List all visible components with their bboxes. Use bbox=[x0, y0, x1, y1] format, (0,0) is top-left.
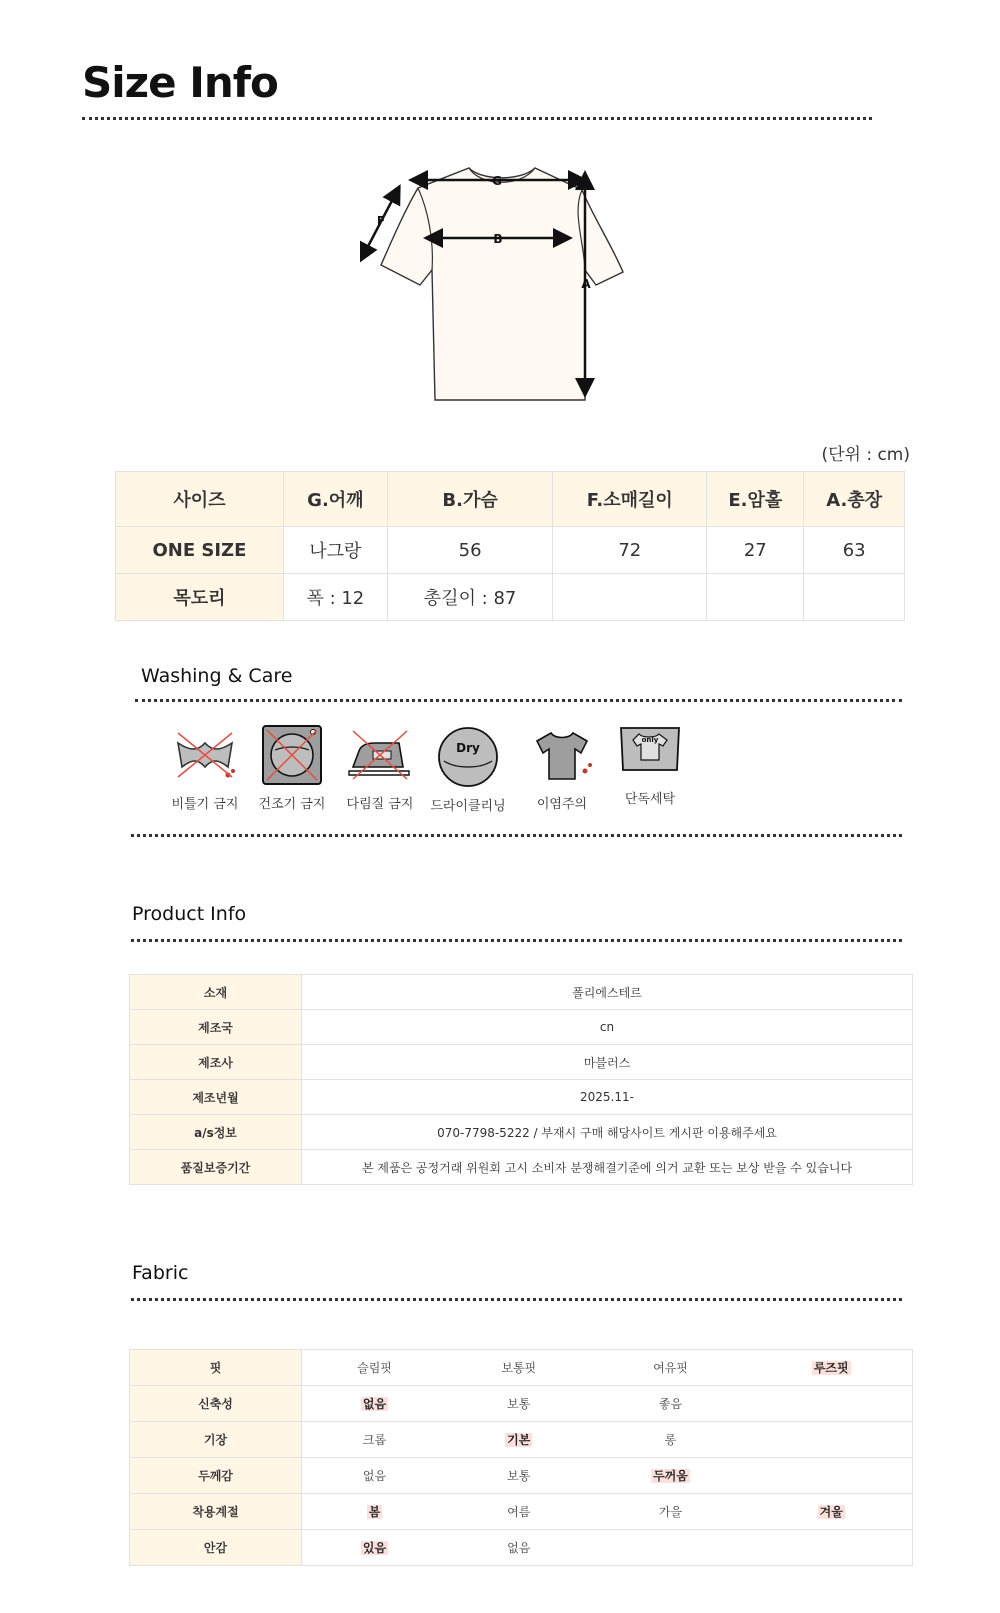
fabric-option: 없음 bbox=[302, 1458, 448, 1494]
fabric-option bbox=[302, 1494, 448, 1530]
row-label: 품질보증기간 bbox=[130, 1150, 302, 1185]
table-cell bbox=[553, 574, 707, 621]
fabric-option: 크롭 bbox=[302, 1422, 448, 1458]
table-cell: 27 bbox=[707, 527, 804, 574]
care-label: 이염주의 bbox=[536, 797, 588, 812]
row-label: 소재 bbox=[130, 975, 302, 1010]
selected-option: 기본 bbox=[507, 1433, 531, 1447]
fabric-option: 없음 bbox=[447, 1530, 590, 1566]
row-label: 착용계절 bbox=[130, 1494, 302, 1530]
header-cell: G.어깨 bbox=[283, 472, 387, 527]
fabric-option bbox=[591, 1530, 751, 1566]
dry-clean-icon bbox=[436, 725, 500, 789]
selected-option: 없음 bbox=[362, 1397, 387, 1411]
row-label: 두께감 bbox=[130, 1458, 302, 1494]
fabric-option bbox=[750, 1422, 912, 1458]
product-info-table bbox=[129, 974, 913, 1185]
table-cell bbox=[707, 574, 804, 621]
care-label: 단독세탁 bbox=[624, 792, 676, 807]
table-cell: 폭 : 12 bbox=[283, 574, 387, 621]
fabric-option bbox=[302, 1386, 448, 1422]
fabric-row bbox=[130, 1458, 913, 1494]
row-label: a/s정보 bbox=[130, 1115, 302, 1150]
fabric-row bbox=[130, 1350, 913, 1386]
table-cell: 마블러스 bbox=[302, 1045, 913, 1080]
table-row bbox=[130, 1150, 913, 1185]
care-color-bleed bbox=[512, 727, 612, 812]
table-cell: cn bbox=[302, 1010, 913, 1045]
table-cell: 폴리에스테르 bbox=[302, 975, 913, 1010]
table-row bbox=[130, 1045, 913, 1080]
fabric-option: 여름 bbox=[447, 1494, 590, 1530]
size-info-title: Size Info bbox=[82, 58, 278, 107]
divider bbox=[131, 1298, 902, 1301]
fabric-option bbox=[750, 1494, 912, 1530]
divider bbox=[131, 939, 902, 942]
table-cell: 본 제품은 공정거래 위원회 고시 소비자 분쟁해결기준에 의거 교환 또는 보상 받을 수 있습니다 bbox=[302, 1150, 913, 1185]
selected-option: 있음 bbox=[362, 1541, 387, 1555]
care-wash-separately bbox=[600, 722, 700, 807]
fabric-option bbox=[591, 1458, 751, 1494]
row-label: 신축성 bbox=[130, 1386, 302, 1422]
selected-option: 루즈핏 bbox=[813, 1361, 849, 1375]
fabric-option: 보통핏 bbox=[447, 1350, 590, 1386]
table-row bbox=[130, 1080, 913, 1115]
care-no-wring bbox=[155, 727, 255, 812]
no-wring-icon bbox=[170, 727, 240, 787]
size-table bbox=[115, 471, 905, 621]
table-cell: 나그랑 bbox=[283, 527, 387, 574]
fabric-option: 보통 bbox=[447, 1386, 590, 1422]
table-row bbox=[130, 975, 913, 1010]
care-no-iron bbox=[330, 727, 430, 812]
fabric-row bbox=[130, 1530, 913, 1566]
care-label: 건조기 금지 bbox=[258, 797, 326, 812]
label-b: B bbox=[493, 232, 503, 246]
fabric-option bbox=[750, 1350, 912, 1386]
table-cell: 총길이 : 87 bbox=[387, 574, 552, 621]
fabric-option: 여유핏 bbox=[591, 1350, 751, 1386]
table-cell: 56 bbox=[387, 527, 552, 574]
table-row bbox=[130, 1115, 913, 1150]
fabric-option: 롱 bbox=[591, 1422, 751, 1458]
tshirt-size-diagram bbox=[360, 160, 660, 410]
fabric-option bbox=[750, 1386, 912, 1422]
fabric-row bbox=[130, 1386, 913, 1422]
selected-option: 겨울 bbox=[819, 1505, 843, 1519]
table-cell: 2025.11- bbox=[302, 1080, 913, 1115]
no-iron-icon bbox=[345, 727, 415, 787]
svg-text:Dry: Dry bbox=[456, 741, 480, 755]
row-label: 제조사 bbox=[130, 1045, 302, 1080]
care-label: 다림질 금지 bbox=[346, 797, 414, 812]
care-dry-clean bbox=[418, 725, 518, 814]
size-table-header bbox=[116, 472, 905, 527]
care-label: 비틀기 금지 bbox=[171, 797, 239, 812]
fabric-title: Fabric bbox=[132, 1262, 189, 1284]
divider bbox=[82, 117, 872, 120]
row-label: ONE SIZE bbox=[116, 527, 284, 574]
svg-text:only: only bbox=[641, 736, 659, 744]
label-f: F bbox=[376, 214, 386, 228]
fabric-option bbox=[750, 1458, 912, 1494]
table-cell: 070-7798-5222 / 부재시 구매 해당사이트 게시판 이용해주세요 bbox=[302, 1115, 913, 1150]
unit-label: (단위 : cm) bbox=[821, 445, 910, 465]
row-label: 제조국 bbox=[130, 1010, 302, 1045]
care-label: 드라이클리닝 bbox=[430, 799, 506, 814]
fabric-option bbox=[302, 1530, 448, 1566]
divider bbox=[135, 699, 902, 702]
divider bbox=[131, 834, 902, 837]
fabric-option: 보통 bbox=[447, 1458, 590, 1494]
fabric-option: 슬림핏 bbox=[302, 1350, 448, 1386]
row-label: 목도리 bbox=[116, 574, 284, 621]
table-cell: 63 bbox=[804, 527, 905, 574]
no-tumble-dry-icon bbox=[257, 722, 327, 787]
table-row bbox=[116, 527, 905, 574]
washing-title: Washing & Care bbox=[141, 665, 293, 687]
table-row bbox=[116, 574, 905, 621]
table-row bbox=[130, 1010, 913, 1045]
color-bleed-icon bbox=[527, 727, 597, 787]
header-cell: 사이즈 bbox=[116, 472, 284, 527]
header-cell: B.가슴 bbox=[387, 472, 552, 527]
label-a: A bbox=[581, 277, 591, 291]
wash-separately-icon bbox=[615, 722, 685, 782]
row-label: 제조년월 bbox=[130, 1080, 302, 1115]
table-cell bbox=[804, 574, 905, 621]
fabric-option bbox=[447, 1422, 590, 1458]
row-label: 핏 bbox=[130, 1350, 302, 1386]
header-cell: A.총장 bbox=[804, 472, 905, 527]
fabric-table bbox=[129, 1349, 913, 1566]
selected-option: 봄 bbox=[368, 1505, 381, 1519]
row-label: 안감 bbox=[130, 1530, 302, 1566]
header-cell: E.암홀 bbox=[707, 472, 804, 527]
row-label: 기장 bbox=[130, 1422, 302, 1458]
fabric-row bbox=[130, 1494, 913, 1530]
table-cell: 72 bbox=[553, 527, 707, 574]
selected-option: 두꺼움 bbox=[653, 1469, 688, 1483]
fabric-option: 좋음 bbox=[591, 1386, 751, 1422]
product-info-title: Product Info bbox=[132, 903, 247, 925]
fabric-option bbox=[750, 1530, 912, 1566]
fabric-option: 가을 bbox=[591, 1494, 751, 1530]
care-no-tumble-dry bbox=[242, 722, 342, 812]
label-g: G bbox=[492, 174, 502, 188]
fabric-row bbox=[130, 1422, 913, 1458]
header-cell: F.소매길이 bbox=[553, 472, 707, 527]
